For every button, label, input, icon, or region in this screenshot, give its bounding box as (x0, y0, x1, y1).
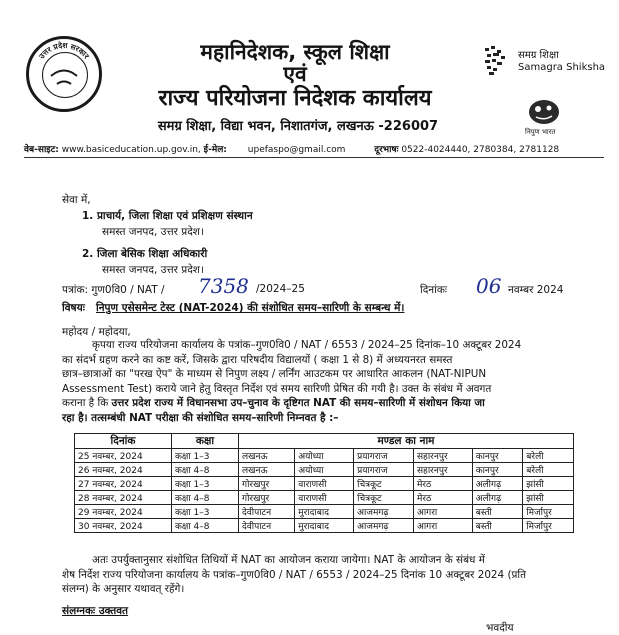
salutation: महोदय / महोदया, (62, 326, 131, 338)
samagra-english-label: Samagra Shiksha (518, 62, 606, 73)
cell-division: मेरठ (413, 477, 472, 491)
cell-class: कक्षा 1–3 (172, 477, 239, 491)
para1-line: का संदर्भ ग्रहण करने का कष्ट करें, जिसके द्वारा परिषदीय विद्यालयों ( कक्षा 1 से 8) में अध्ययनरत समस्त (62, 353, 453, 366)
para1-line: कृपया राज्य परियोजना कार्यालय के पत्रांक–गुण0वि0 / NAT / 6553 / 2024–25 दिनांक–10 अक्टूबर 2024 (92, 339, 522, 351)
subject-label: विषयः (62, 302, 85, 314)
cell-date: 27 नवम्बर, 2024 (75, 477, 172, 491)
cell-date: 26 नवम्बर, 2024 (75, 463, 172, 477)
cell-division: बस्ती (472, 519, 523, 533)
cell-division: अयोध्या (295, 449, 354, 463)
cell-division: कानपुर (472, 463, 523, 477)
para1-line: Assessment Test) कराये जाने हेतु विस्तृत निर्देश एवं समय सारिणी प्रेषित की गयी है। उक्त के संबंध में अवगत (62, 382, 492, 395)
date-rest: नवम्बर 2024 (508, 284, 564, 296)
para2-line: अतः उपर्युक्तानुसार संशोधित तिथियों में NAT का आयोजन कराया जायेगा। NAT के आयोजन के संबंध में (92, 554, 485, 566)
cell-division: वाराणसी (295, 491, 354, 505)
cell-division: प्रयागराज (354, 463, 414, 477)
cell-division: मेरठ (413, 491, 472, 505)
cell-class: कक्षा 4–8 (172, 463, 239, 477)
cell-division: चित्रकूट (354, 491, 414, 505)
enclosure-note: संलग्नकः उक्तवत (62, 605, 129, 617)
cell-division: लखनऊ (239, 449, 295, 463)
cell-division: बस्ती (472, 505, 523, 519)
cell-division: मुरादाबाद (295, 519, 354, 533)
reference-number: 7358 (198, 274, 249, 298)
paragraph-2 (62, 553, 619, 597)
cell-division: लखनऊ (239, 463, 295, 477)
cell-division: चित्रकूट (354, 477, 414, 491)
table-header-row (75, 434, 574, 449)
para2-line: शेष निर्देश राज्य परियोजना कार्यालय के पत्रांक–गुण0वि0 / NAT / 6553 / 2024–25 दिनांक 10 अक्टूबर 2024 (प्रति (62, 568, 527, 581)
nat-schedule-table (74, 433, 574, 533)
nipun-bharat-label: निपुण भारत (525, 128, 556, 136)
header-title-line1: महानिदेशक, स्कूल शिक्षा (200, 40, 390, 64)
cell-division: मिर्जापुर (523, 519, 574, 533)
cell-division: अलीगढ़ (472, 477, 523, 491)
cell-division: प्रयागराज (354, 449, 414, 463)
para2-line: संलग्न) के अनुसार यथावत् रहेंगे। (62, 583, 185, 596)
table-row (75, 449, 574, 463)
cell-date: 28 नवम्बर, 2024 (75, 491, 172, 505)
cell-division: आजमगढ़ (354, 505, 414, 519)
header-divider (24, 157, 604, 158)
para1-line: छात्र–छात्राओं का "परख ऐप" के माध्यम से निपुण लक्ष्य / लर्निंग आउटकम पर आधारित आकलन (NAT-NIPUN (62, 368, 487, 381)
recipient-2-title: 2. जिला बेसिक शिक्षा अधिकारी (82, 248, 208, 260)
cell-division: सहारनपुर (413, 449, 472, 463)
table-row (75, 519, 574, 533)
seal-text: उत्तर प्रदेश सरकार (37, 40, 91, 61)
cell-date: 25 नवम्बर, 2024 (75, 449, 172, 463)
recipient-2-sub: समस्त जनपद, उत्तर प्रदेश। (102, 264, 204, 276)
date-day: 06 (476, 274, 502, 298)
para1-line6-bold: रहा है। तत्सम्बंधी NAT परीक्षा की संशोधित समय–सारिणी निम्नवत है :– (62, 411, 339, 424)
cell-division: सहारनपुर (413, 463, 472, 477)
cell-division: बरेली (523, 463, 574, 477)
phone-numbers: 0522-4024440, 2780384, 2781128 (401, 145, 560, 155)
date-label: दिनांकः (420, 284, 448, 296)
subject-text: निपुण एसेसमेन्ट टेस्ट (NAT-2024) की संशोधित समय–सारिणी के सम्बन्ध में। (96, 302, 405, 314)
cell-class: कक्षा 1–3 (172, 505, 239, 519)
recipients-intro: सेवा में, (62, 194, 91, 206)
cell-division: आजमगढ़ (354, 519, 414, 533)
cell-division: देवीपाटन (239, 519, 295, 533)
cell-division: वाराणसी (295, 477, 354, 491)
nipun-bharat-logo-icon (526, 96, 562, 126)
recipient-1-sub: समस्त जनपद, उत्तर प्रदेश। (102, 226, 204, 238)
website-label: वेब-साइट: (24, 145, 59, 155)
header-class: कक्षा (172, 434, 239, 449)
reference-suffix: /2024–25 (256, 283, 305, 295)
cell-division: अयोध्या (295, 463, 354, 477)
cell-division: आगरा (413, 519, 472, 533)
header-division: मण्डल का नाम (239, 434, 574, 449)
svg-text:उत्तर प्रदेश सरकार (36, 41, 91, 61)
cell-date: 29 नवम्बर, 2024 (75, 505, 172, 519)
header-title-line3: राज्य परियोजना निदेशक कार्यालय (158, 86, 432, 111)
cell-division: अलीगढ़ (472, 491, 523, 505)
contact-line (24, 142, 604, 155)
cell-division: मिर्जापुर (523, 505, 574, 519)
cell-division: गोरखपुर (239, 477, 295, 491)
table-row (75, 463, 574, 477)
header-date: दिनांक (75, 434, 172, 449)
website-link[interactable]: www.basiceducation.up.gov.in, (61, 145, 201, 155)
up-government-seal (26, 36, 102, 112)
cell-class: कक्षा 4–8 (172, 519, 239, 533)
para1-line5-normal: कराना है कि (62, 397, 112, 410)
header-address: समग्र शिक्षा, विद्या भवन, निशातगंज, लखनऊ -226007 (157, 119, 439, 134)
email-link[interactable]: upefaspo@gmail.com (247, 145, 346, 155)
cell-division: बरेली (523, 449, 574, 463)
email-label: ई-मेल: (203, 145, 227, 155)
cell-division: मुरादाबाद (295, 505, 354, 519)
para1-line5-bold: उत्तर प्रदेश राज्य में विधानसभा उप–चुनाव के दृष्टिगत NAT की समय–सारिणी में संशोधन किया जा (111, 397, 485, 410)
cell-division: झांसी (523, 477, 574, 491)
header-title-line2: एवं (283, 62, 307, 86)
table-row (75, 477, 574, 491)
samagra-hindi-label: समग्र शिक्षा (518, 50, 559, 61)
cell-date: 30 नवम्बर, 2024 (75, 519, 172, 533)
phone-label: दूरभाषः (374, 145, 399, 155)
cell-class: कक्षा 4–8 (172, 491, 239, 505)
cell-division: आगरा (413, 505, 472, 519)
samagra-shiksha-logo-icon (483, 44, 515, 76)
reference-prefix: पत्रांक: गुण0वि0 / NAT / (62, 284, 165, 296)
cell-division: देवीपाटन (239, 505, 295, 519)
table-row (75, 491, 574, 505)
table-row (75, 505, 574, 519)
recipient-1-title: 1. प्राचार्य, जिला शिक्षा एवं प्रशिक्षण संस्थान (82, 210, 253, 222)
cell-division: कानपुर (472, 449, 523, 463)
cell-division: गोरखपुर (239, 491, 295, 505)
paragraph-1 (62, 338, 619, 426)
cell-class: कक्षा 1–3 (172, 449, 239, 463)
signature-partial: भवदीय (486, 622, 514, 634)
cell-division: झांसी (523, 491, 574, 505)
